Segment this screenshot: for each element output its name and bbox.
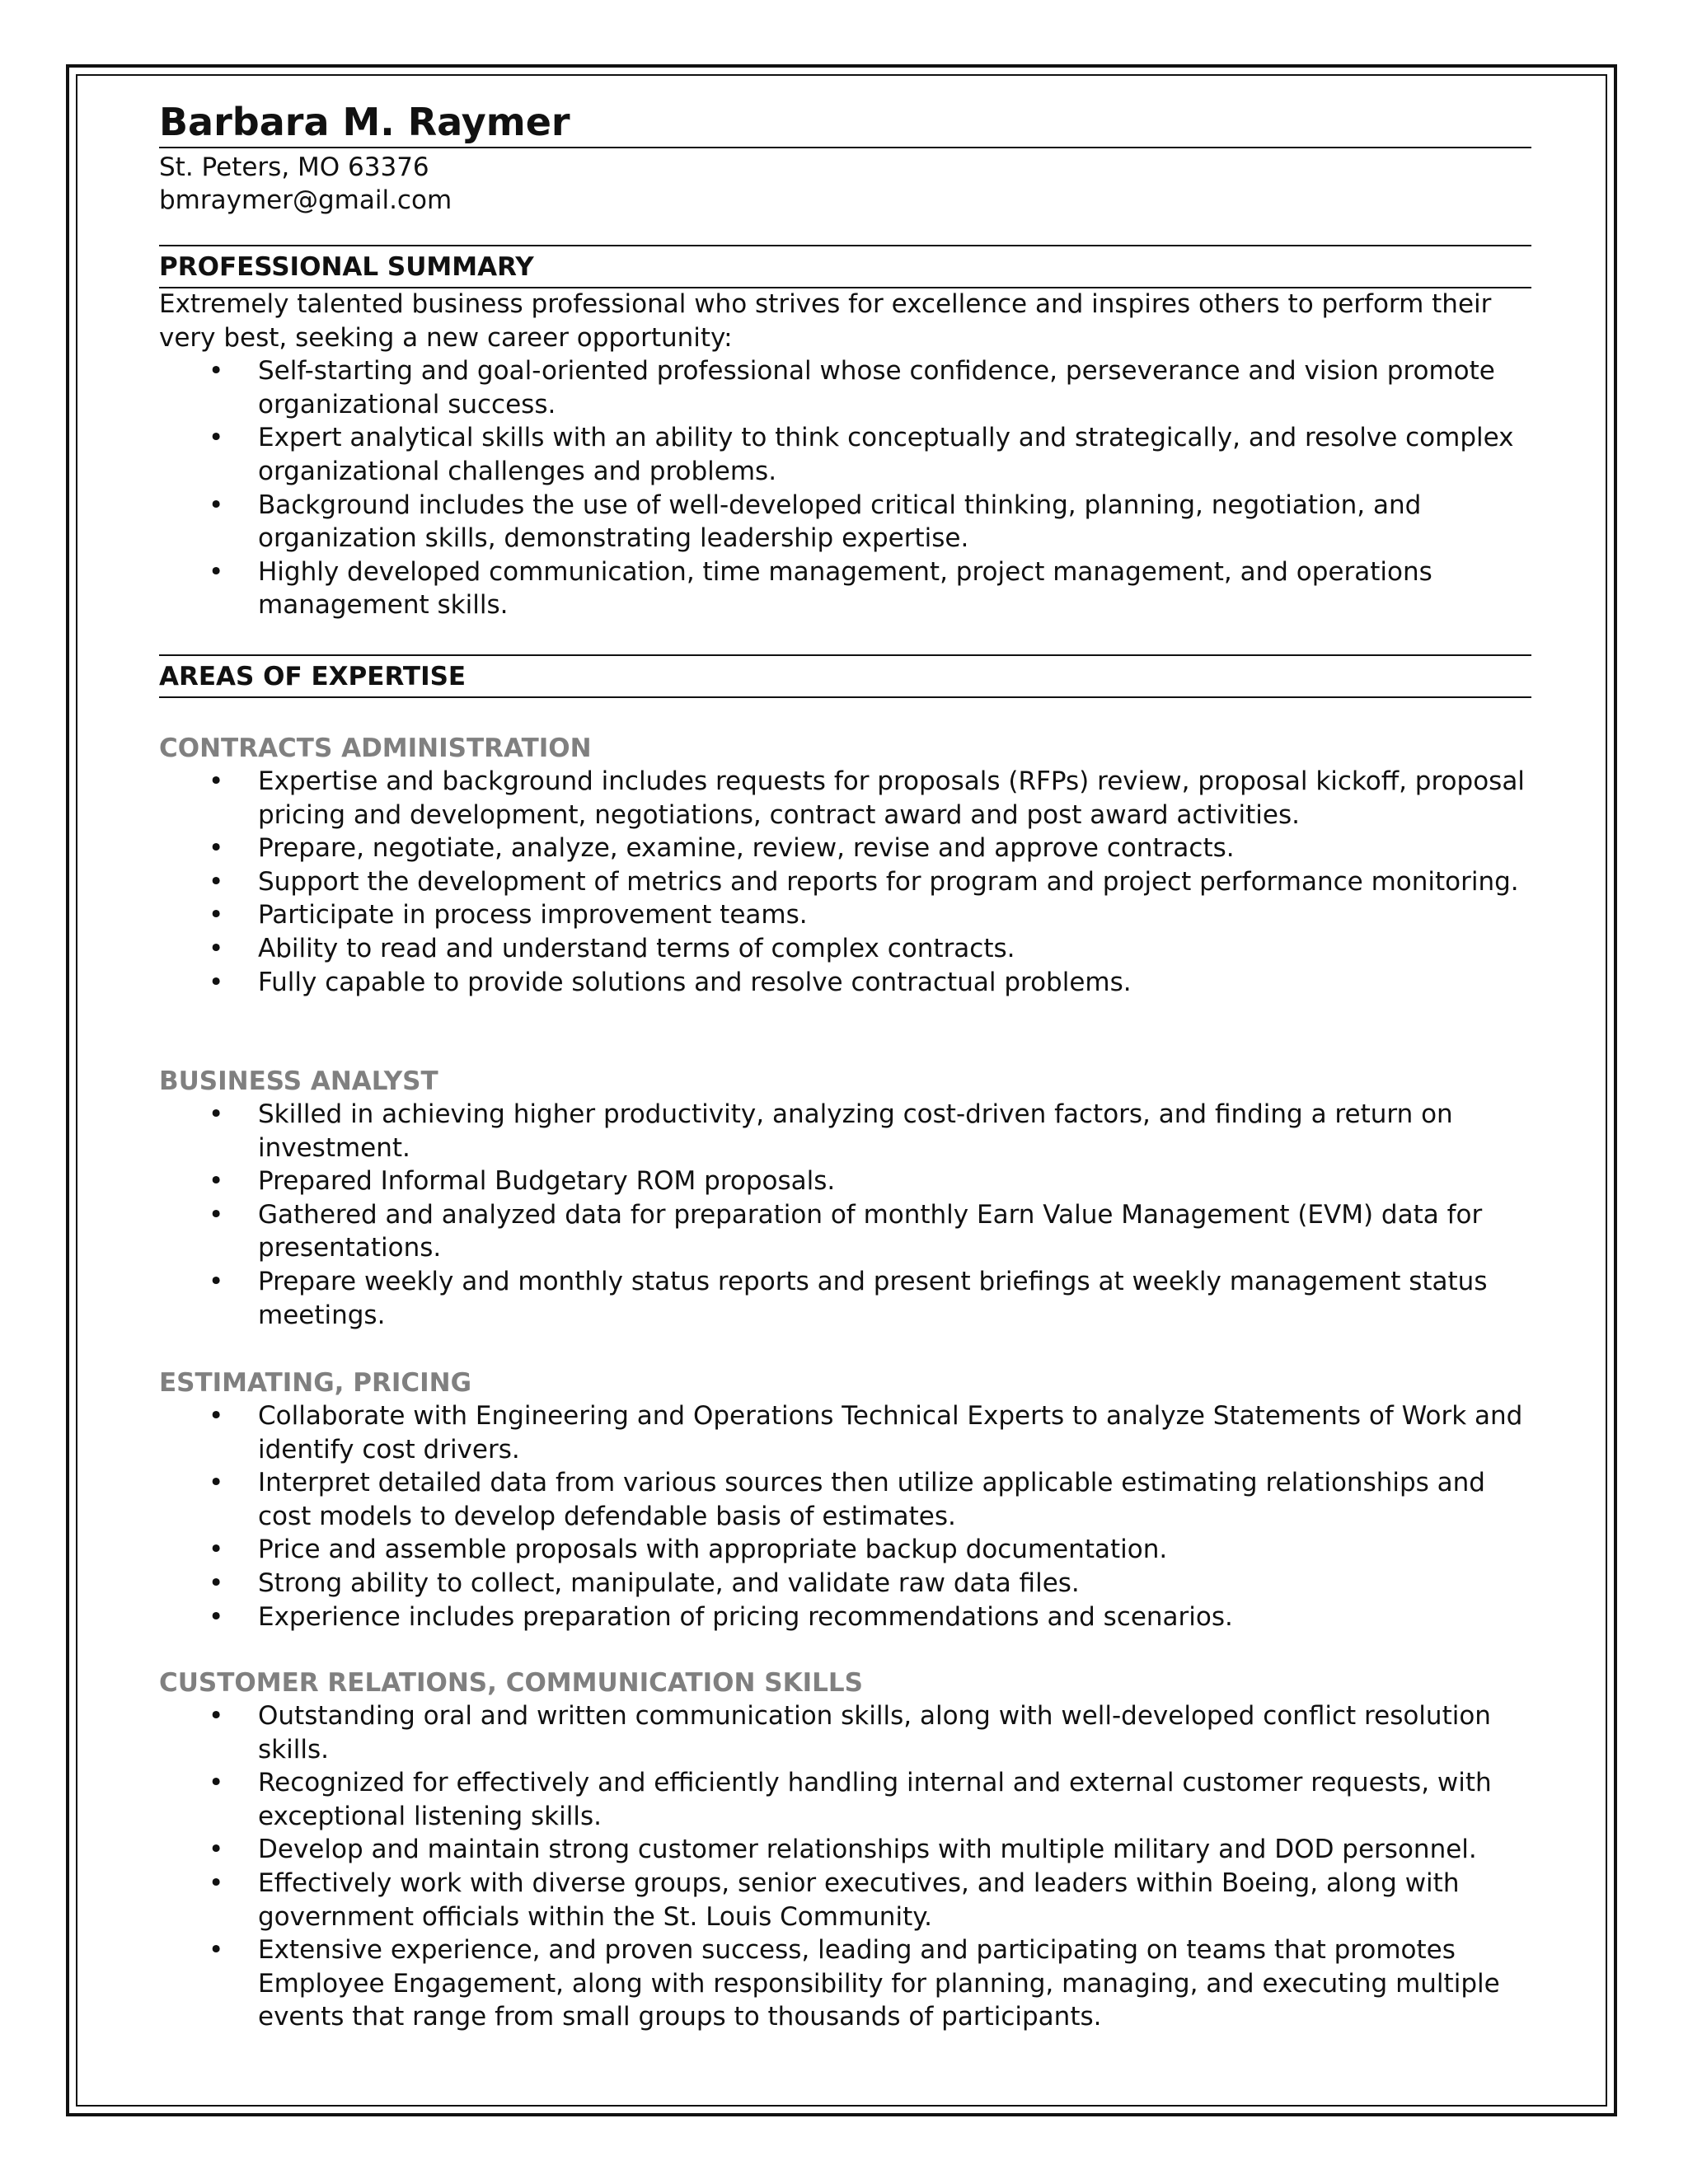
list-item: • Extensive experience, and proven success, leading and participating on teams that promotes Employee Engagement, along with responsibility for planning, managing, and executing multiple events that range from small groups to thousands of participants. (159, 1933, 1531, 2034)
list-item: • Collaborate with Engineering and Operations Technical Experts to analyze Statements of Work and identify cost drivers. (159, 1399, 1531, 1466)
expertise-customer-relations (159, 1666, 1531, 2034)
list-item: • Skilled in achieving higher productivity, analyzing cost-driven factors, and finding a return on investment. (159, 1098, 1531, 1165)
list-item: • Prepare weekly and monthly status reports and present briefings at weekly management status meetings. (159, 1265, 1531, 1332)
list-item: • Expertise and background includes requests for proposals (RFPs) review, proposal kickoff, proposal pricing and development, negotiations, contract award and post award activities. (159, 765, 1531, 832)
list-item: • Prepared Informal Budgetary ROM proposals. (159, 1165, 1531, 1198)
list-item: • Effectively work with diverse groups, senior executives, and leaders within Boeing, along with government officials within the St. Louis Community. (159, 1867, 1531, 1933)
customer-relations-list (159, 1699, 1531, 2034)
subsection-title: CUSTOMER RELATIONS, COMMUNICATION SKILLS (159, 1668, 863, 1698)
list-item: • Support the development of metrics and reports for program and project performance monitoring. (159, 865, 1531, 899)
list-item: • Highly developed communication, time management, project management, and operations management skills. (159, 555, 1531, 622)
list-item: • Experience includes preparation of pricing recommendations and scenarios. (159, 1601, 1531, 1634)
candidate-name: Barbara M. Raymer (159, 97, 1531, 148)
subsection-title: ESTIMATING, PRICING (159, 1368, 472, 1398)
section-title-summary: PROFESSIONAL SUMMARY (159, 245, 1531, 288)
section-title-expertise: AREAS OF EXPERTISE (159, 654, 1531, 698)
contact-location: St. Peters, MO 63376 (159, 152, 429, 182)
contracts-list (159, 765, 1531, 999)
list-item: • Fully capable to provide solutions and resolve contractual problems. (159, 966, 1531, 1000)
summary-section (159, 288, 1531, 622)
list-item: • Participate in process improvement teams. (159, 898, 1531, 932)
list-item: • Ability to read and understand terms of complex contracts. (159, 932, 1531, 966)
list-item: • Strong ability to collect, manipulate, and validate raw data files. (159, 1567, 1531, 1601)
list-item: • Background includes the use of well-developed critical thinking, planning, negotiation, and organization skills, demonstrating leadership expertise. (159, 489, 1531, 555)
estimating-list (159, 1399, 1531, 1633)
subsection-title: BUSINESS ANALYST (159, 1066, 438, 1096)
summary-intro: Extremely talented business professional who strives for excellence and inspires others to perform their very best, seeking a new career opportunity: (159, 289, 1492, 353)
list-item: • Interpret detailed data from various sources then utilize applicable estimating relationships and cost models to develop defendable basis of estimates. (159, 1466, 1531, 1533)
subsection-title: CONTRACTS ADMINISTRATION (159, 733, 592, 763)
list-item: • Prepare, negotiate, analyze, examine, review, revise and approve contracts. (159, 832, 1531, 865)
expertise-estimating (159, 1366, 1531, 1633)
list-item: • Recognized for effectively and efficiently handling internal and external customer requests, with exceptional listening skills. (159, 1766, 1531, 1833)
list-item: • Develop and maintain strong customer relationships with multiple military and DOD personnel. (159, 1833, 1531, 1867)
list-item: • Gathered and analyzed data for preparation of monthly Earn Value Management (EVM) data for presentations. (159, 1198, 1531, 1265)
summary-list (159, 354, 1531, 622)
business-analyst-list (159, 1098, 1531, 1332)
contact-email: bmraymer@gmail.com (159, 185, 452, 215)
expertise-business-analyst (159, 1065, 1531, 1332)
list-item: • Price and assemble proposals with appropriate backup documentation. (159, 1533, 1531, 1567)
list-item: • Expert analytical skills with an ability to think conceptually and strategically, and resolve complex organizational challenges and problems. (159, 421, 1531, 488)
list-item: • Self-starting and goal-oriented professional whose confidence, perseverance and vision promote organizational success. (159, 354, 1531, 421)
list-item: • Outstanding oral and written communication skills, along with well-developed conflict resolution skills. (159, 1699, 1531, 1766)
expertise-contracts (159, 732, 1531, 999)
